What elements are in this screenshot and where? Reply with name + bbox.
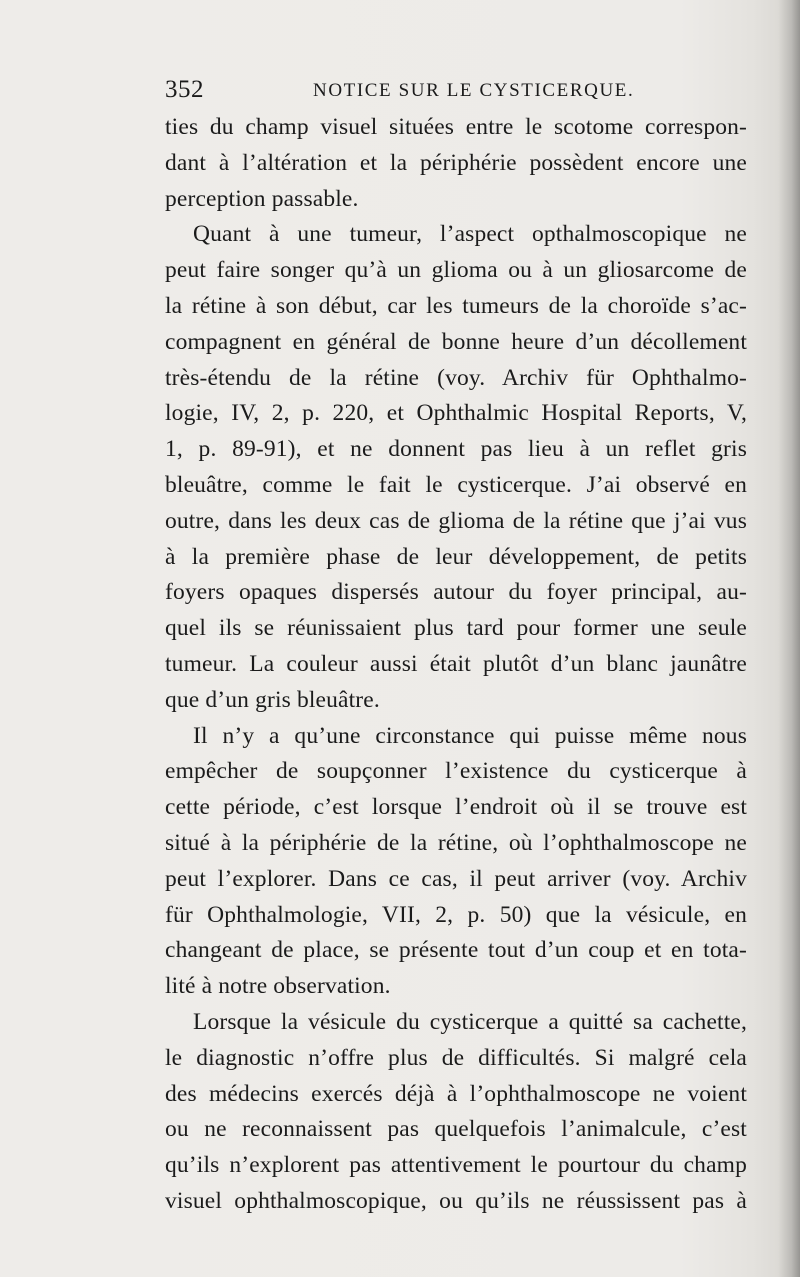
text-line: que d’un gris bleuâtre.	[165, 686, 380, 713]
page-header	[165, 76, 765, 108]
text-line: perception passable.	[165, 185, 359, 212]
text-line: Il n’y a qu’une circonstance qui puisse même nous	[193, 722, 747, 749]
text-line: très-étendu de la rétine (voy. Archiv für Ophthalmo-	[165, 364, 747, 391]
text-line: Lorsque la vésicule du cysticerque a quitté sa cachette,	[193, 1008, 747, 1035]
text-line: ou ne reconnaissent pas quelquefois l’animalcule, c’est	[165, 1116, 747, 1143]
text-line: cette période, c’est lorsque l’endroit où il se trouve est	[165, 794, 747, 821]
body-text	[165, 110, 747, 1220]
text-line: dant à l’altération et la périphérie possèdent encore une	[165, 149, 747, 176]
text-line: 1, p. 89-91), et ne donnent pas lieu à un reflet gris	[165, 436, 747, 463]
text-line: lité à notre observation.	[165, 973, 391, 1000]
text-line: quel ils se réunissaient plus tard pour former une seule	[165, 615, 747, 642]
text-line: tumeur. La couleur aussi était plutôt d’un blanc jaunâtre	[165, 650, 747, 677]
text-line: für Ophthalmologie, VII, 2, p. 50) que la vésicule, en	[165, 901, 747, 928]
text-line: la rétine à son début, car les tumeurs de la choroïde s’ac-	[165, 292, 747, 319]
text-line: le diagnostic n’offre plus de difficultés. Si malgré cela	[165, 1044, 747, 1071]
running-title: NOTICE SUR LE CYSTICERQUE.	[313, 80, 635, 101]
text-line: situé à la périphérie de la rétine, où l’ophthalmoscope ne	[165, 829, 747, 856]
text-line: outre, dans les deux cas de glioma de la rétine que j’ai vus	[165, 507, 747, 534]
text-line: bleuâtre, comme le fait le cysticerque. J’ai observé en	[165, 471, 747, 498]
text-line: peut l’explorer. Dans ce cas, il peut arriver (voy. Archiv	[165, 865, 747, 892]
text-line: compagnent en général de bonne heure d’un décollement	[165, 328, 747, 355]
page-number: 352	[165, 76, 204, 103]
text-line: des médecins exercés déjà à l’ophthalmoscope ne voient	[165, 1080, 747, 1107]
text-line: foyers opaques dispersés autour du foyer principal, au-	[165, 579, 747, 606]
page-edge-shadow	[778, 0, 800, 1277]
text-line: ties du champ visuel situées entre le scotome correspon-	[165, 114, 747, 140]
text-line: logie, IV, 2, p. 220, et Ophthalmic Hospital Reports, V,	[165, 400, 747, 427]
text-line: qu’ils n’explorent pas attentivement le pourtour du champ	[165, 1152, 747, 1179]
text-line: à la première phase de leur développement, de petits	[165, 543, 747, 570]
text-line: changeant de place, se présente tout d’un coup et en tota-	[165, 937, 747, 964]
text-line: peut faire songer qu’à un glioma ou à un gliosarcome de	[165, 257, 747, 284]
text-line: empêcher de soupçonner l’existence du cysticerque à	[165, 758, 747, 785]
text-line: Quant à une tumeur, l’aspect opthalmoscopique ne	[193, 221, 747, 248]
text-line: visuel ophthalmoscopique, ou qu’ils ne réussissent pas à	[165, 1187, 747, 1214]
